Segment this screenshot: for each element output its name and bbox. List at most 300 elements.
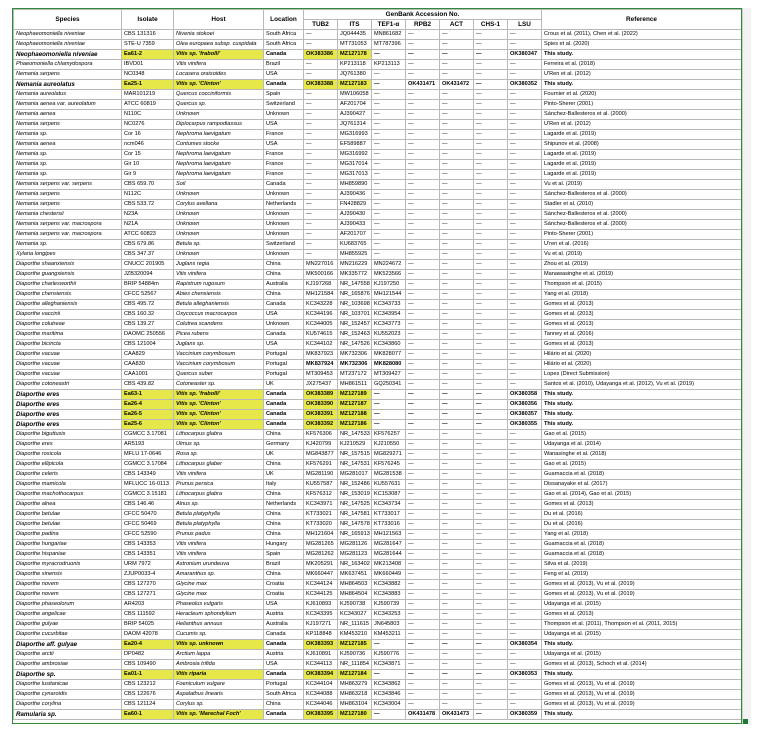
cell-isolate[interactable]: IBVD01 xyxy=(122,60,174,70)
cell-chs1[interactable]: — xyxy=(474,660,508,670)
cell-tef1[interactable]: KJ197250 xyxy=(372,280,406,290)
cell-act[interactable]: — xyxy=(440,30,474,40)
cell-lsu[interactable]: — xyxy=(508,180,542,190)
cell-tub2[interactable]: — xyxy=(304,210,338,220)
cell-isolate[interactable]: Ea61-2 xyxy=(122,50,174,60)
cell-tub2[interactable]: KF576312 xyxy=(304,490,338,500)
cell-tub2[interactable]: KC344196 xyxy=(304,310,338,320)
cell-rpb2[interactable]: — xyxy=(406,260,440,270)
cell-its[interactable]: MG281123 xyxy=(338,550,372,560)
cell-reference[interactable]: Silva et al. (2019) xyxy=(542,560,742,570)
cell-its[interactable]: MG316992 xyxy=(338,150,372,160)
cell-rpb2[interactable]: — xyxy=(406,640,440,650)
cell-isolate[interactable]: N23A xyxy=(122,210,174,220)
cell-species[interactable]: Diaporthe eres xyxy=(14,410,122,420)
cell-tub2[interactable]: MG281265 xyxy=(304,540,338,550)
cell-lsu[interactable]: — xyxy=(508,530,542,540)
cell-tub2[interactable]: KC344104 xyxy=(304,680,338,690)
cell-chs1[interactable]: — xyxy=(474,440,508,450)
cell-location[interactable]: Portugal xyxy=(264,680,304,690)
col-header-location[interactable]: Location xyxy=(264,10,304,30)
cell-location[interactable]: China xyxy=(264,510,304,520)
cell-location[interactable]: USA xyxy=(264,340,304,350)
cell-chs1[interactable]: — xyxy=(474,170,508,180)
cell-tef1[interactable]: MT787396 xyxy=(372,40,406,50)
cell-reference[interactable]: Yang et al. (2018) xyxy=(542,290,742,300)
cell-tub2[interactable]: — xyxy=(304,120,338,130)
cell-species[interactable]: Nemania sp. xyxy=(14,130,122,140)
cell-rpb2[interactable]: — xyxy=(406,560,440,570)
cell-act[interactable]: — xyxy=(440,560,474,570)
cell-host[interactable]: Vitis vinifera xyxy=(174,60,264,70)
cell-chs1[interactable]: — xyxy=(474,310,508,320)
cell-its[interactable]: NR_103701 xyxy=(338,310,372,320)
cell-isolate[interactable]: Gir 9 xyxy=(122,170,174,180)
cell-location[interactable]: Canada xyxy=(264,420,304,430)
cell-lsu[interactable]: — xyxy=(508,200,542,210)
cell-lsu[interactable]: — xyxy=(508,660,542,670)
cell-species[interactable]: Nemania chestersii xyxy=(14,210,122,220)
cell-location[interactable]: Switzerland xyxy=(264,240,304,250)
cell-isolate[interactable]: Gir 10 xyxy=(122,160,174,170)
cell-chs1[interactable]: — xyxy=(474,690,508,700)
cell-its[interactable]: MZ127178 xyxy=(338,50,372,60)
cell-isolate[interactable]: CBS 439.82 xyxy=(122,380,174,390)
cell-species[interactable]: Diaporthe eres xyxy=(14,420,122,430)
cell-tef1[interactable]: KC343004 xyxy=(372,700,406,710)
cell-its[interactable]: NR_147526 xyxy=(338,340,372,350)
cell-tef1[interactable]: KC343773 xyxy=(372,320,406,330)
cell-its[interactable]: MH861511 xyxy=(338,380,372,390)
cell-tub2[interactable]: MK205291 xyxy=(304,560,338,570)
cell-rpb2[interactable]: — xyxy=(406,350,440,360)
cell-its[interactable]: MH863218 xyxy=(338,690,372,700)
cell-chs1[interactable]: — xyxy=(474,500,508,510)
cell-lsu[interactable]: — xyxy=(508,520,542,530)
cell-its[interactable]: NR_147558 xyxy=(338,280,372,290)
cell-species[interactable]: Diaporthe chensiensis xyxy=(14,290,122,300)
cell-tub2[interactable]: MK837923 xyxy=(304,350,338,360)
cell-rpb2[interactable]: — xyxy=(406,370,440,380)
cell-its[interactable]: AF201704 xyxy=(338,100,372,110)
cell-act[interactable]: — xyxy=(440,460,474,470)
cell-tub2[interactable]: — xyxy=(304,230,338,240)
cell-act[interactable]: — xyxy=(440,140,474,150)
cell-act[interactable]: — xyxy=(440,590,474,600)
cell-reference[interactable]: Feng et al. (2019) xyxy=(542,570,742,580)
cell-isolate[interactable]: Ea26-4 xyxy=(122,400,174,410)
cell-tub2[interactable]: — xyxy=(304,160,338,170)
cell-its[interactable]: MG281126 xyxy=(338,540,372,550)
cell-location[interactable]: Austria xyxy=(264,610,304,620)
cell-rpb2[interactable]: — xyxy=(406,680,440,690)
cell-its[interactable]: KC343027 xyxy=(338,610,372,620)
cell-its[interactable]: MK732306 xyxy=(338,350,372,360)
cell-lsu[interactable]: — xyxy=(508,600,542,610)
cell-act[interactable]: OK431473 xyxy=(440,710,474,720)
cell-tub2[interactable]: KC344124 xyxy=(304,580,338,590)
cell-location[interactable]: Unknown xyxy=(264,220,304,230)
cell-isolate[interactable]: Ea26-5 xyxy=(122,410,174,420)
cell-reference[interactable]: U'Ren et al. (2012) xyxy=(542,70,742,80)
cell-host[interactable]: Nephroma laevigatum xyxy=(174,150,264,160)
cell-reference[interactable]: Gomes et al. (2013) xyxy=(542,500,742,510)
cell-species[interactable]: Diaporthe biguttusis xyxy=(14,430,122,440)
cell-rpb2[interactable]: — xyxy=(406,380,440,390)
cell-host[interactable]: Abies chensiensis xyxy=(174,290,264,300)
cell-isolate[interactable]: CBS 495.72 xyxy=(122,300,174,310)
cell-isolate[interactable]: CBS 121124 xyxy=(122,700,174,710)
cell-lsu[interactable]: — xyxy=(508,220,542,230)
cell-act[interactable]: — xyxy=(440,490,474,500)
cell-act[interactable]: — xyxy=(440,240,474,250)
cell-act[interactable]: — xyxy=(440,160,474,170)
cell-rpb2[interactable]: — xyxy=(406,450,440,460)
cell-rpb2[interactable]: — xyxy=(406,480,440,490)
cell-isolate[interactable]: CBS 139.27 xyxy=(122,320,174,330)
cell-location[interactable]: Hungary xyxy=(264,540,304,550)
cell-reference[interactable]: Gomes et al. (2013), Schoch et al. (2014) xyxy=(542,660,742,670)
cell-its[interactable]: KU683765 xyxy=(338,240,372,250)
cell-location[interactable]: France xyxy=(264,170,304,180)
cell-location[interactable]: Unknown xyxy=(264,190,304,200)
cell-location[interactable]: Italy xyxy=(264,480,304,490)
cell-tef1[interactable]: MG281538 xyxy=(372,470,406,480)
cell-species[interactable]: Nemania sp. xyxy=(14,160,122,170)
cell-lsu[interactable]: — xyxy=(508,650,542,660)
cell-rpb2[interactable]: — xyxy=(406,200,440,210)
cell-chs1[interactable]: — xyxy=(474,110,508,120)
cell-act[interactable]: — xyxy=(440,520,474,530)
cell-tef1[interactable]: KT733017 xyxy=(372,510,406,520)
cell-act[interactable]: — xyxy=(440,570,474,580)
cell-location[interactable]: France xyxy=(264,130,304,140)
cell-tub2[interactable]: OK383389 xyxy=(304,390,338,400)
cell-reference[interactable]: Guarnaccia et al. (2018) xyxy=(542,470,742,480)
cell-reference[interactable]: Lagarde et al. (2019) xyxy=(542,170,742,180)
cell-species[interactable]: Diaporthe celeris xyxy=(14,470,122,480)
cell-lsu[interactable]: — xyxy=(508,70,542,80)
cell-tub2[interactable]: KC344102 xyxy=(304,340,338,350)
cell-isolate[interactable]: ncm046 xyxy=(122,140,174,150)
cell-location[interactable]: Canada xyxy=(264,300,304,310)
cell-tef1[interactable]: — xyxy=(372,120,406,130)
cell-tef1[interactable]: MK660449 xyxy=(372,570,406,580)
cell-act[interactable]: OK431472 xyxy=(440,80,474,90)
cell-isolate[interactable]: CFCC 50469 xyxy=(122,520,174,530)
cell-chs1[interactable]: — xyxy=(474,630,508,640)
cell-chs1[interactable]: — xyxy=(474,510,508,520)
cell-tef1[interactable]: KF576245 xyxy=(372,460,406,470)
cell-tef1[interactable]: — xyxy=(372,130,406,140)
cell-host[interactable]: Rosa sp. xyxy=(174,450,264,460)
cell-its[interactable]: KM453210 xyxy=(338,630,372,640)
cell-species[interactable]: Diaporthe novem xyxy=(14,580,122,590)
cell-location[interactable]: Canada xyxy=(264,330,304,340)
cell-act[interactable]: — xyxy=(440,640,474,650)
cell-reference[interactable]: This study. xyxy=(542,400,742,410)
cell-reference[interactable]: Guarnaccia et al. (2018) xyxy=(542,540,742,550)
cell-tef1[interactable]: — xyxy=(372,150,406,160)
cell-chs1[interactable]: — xyxy=(474,180,508,190)
cell-species[interactable]: Diaporthe cucurbitae xyxy=(14,630,122,640)
cell-species[interactable]: Nemania aenea xyxy=(14,110,122,120)
cell-host[interactable]: Nephroma laevigatum xyxy=(174,170,264,180)
cell-location[interactable]: South Africa xyxy=(264,40,304,50)
cell-tef1[interactable]: — xyxy=(372,170,406,180)
cell-location[interactable]: South Africa xyxy=(264,690,304,700)
cell-host[interactable]: Nephroma laevigatum xyxy=(174,160,264,170)
cell-tub2[interactable]: OK383393 xyxy=(304,640,338,650)
cell-location[interactable]: Spain xyxy=(264,90,304,100)
cell-reference[interactable]: Vu et al. (2019) xyxy=(542,180,742,190)
cell-lsu[interactable]: — xyxy=(508,320,542,330)
cell-species[interactable]: Diaporthe hungariae xyxy=(14,540,122,550)
cell-tub2[interactable]: — xyxy=(304,140,338,150)
cell-isolate[interactable]: DAOMC 250556 xyxy=(122,330,174,340)
cell-chs1[interactable]: — xyxy=(474,590,508,600)
cell-lsu[interactable]: — xyxy=(508,440,542,450)
cell-chs1[interactable]: — xyxy=(474,240,508,250)
cell-isolate[interactable]: CBS 131316 xyxy=(122,30,174,40)
cell-species[interactable]: Nemania serpens xyxy=(14,190,122,200)
cell-tub2[interactable]: KC344125 xyxy=(304,590,338,600)
cell-tub2[interactable]: — xyxy=(304,130,338,140)
cell-its[interactable]: AJ390433 xyxy=(338,220,372,230)
cell-isolate[interactable]: Cor 15 xyxy=(122,150,174,160)
cell-isolate[interactable]: Ea60-1 xyxy=(122,710,174,720)
cell-rpb2[interactable]: — xyxy=(406,190,440,200)
cell-lsu[interactable]: — xyxy=(508,500,542,510)
cell-reference[interactable]: Dissanayake et al. (2017) xyxy=(542,480,742,490)
cell-host[interactable]: Vaccinium corymbosum xyxy=(174,350,264,360)
cell-species[interactable]: Diaporthe ellipicola xyxy=(14,460,122,470)
cell-tef1[interactable]: MN861682 xyxy=(372,30,406,40)
cell-act[interactable]: — xyxy=(440,320,474,330)
cell-rpb2[interactable]: — xyxy=(406,390,440,400)
cell-act[interactable]: — xyxy=(440,400,474,410)
cell-act[interactable]: — xyxy=(440,60,474,70)
cell-isolate[interactable]: N112C xyxy=(122,190,174,200)
cell-chs1[interactable]: — xyxy=(474,450,508,460)
cell-chs1[interactable]: — xyxy=(474,360,508,370)
cell-rpb2[interactable]: — xyxy=(406,300,440,310)
cell-host[interactable]: Glycine max xyxy=(174,580,264,590)
cell-host[interactable]: Soil xyxy=(174,180,264,190)
cell-chs1[interactable]: — xyxy=(474,470,508,480)
cell-reference[interactable]: Gomes et al. (2013), Vu et al. (2019) xyxy=(542,580,742,590)
cell-tub2[interactable]: — xyxy=(304,220,338,230)
cell-location[interactable]: Canada xyxy=(264,180,304,190)
cell-its[interactable]: EF589887 xyxy=(338,140,372,150)
cell-species[interactable]: Ramularia sp. xyxy=(14,710,122,720)
cell-species[interactable]: Nemania serpens xyxy=(14,200,122,210)
cell-lsu[interactable]: OK380347 xyxy=(508,50,542,60)
cell-tef1[interactable]: — xyxy=(372,230,406,240)
cell-chs1[interactable]: — xyxy=(474,700,508,710)
cell-lsu[interactable]: — xyxy=(508,470,542,480)
cell-its[interactable]: MK637451 xyxy=(338,570,372,580)
cell-tef1[interactable]: MT309427 xyxy=(372,370,406,380)
cell-chs1[interactable]: — xyxy=(474,230,508,240)
cell-tef1[interactable]: KP213113 xyxy=(372,60,406,70)
cell-location[interactable]: Croatia xyxy=(264,580,304,590)
cell-reference[interactable]: U'Ren et al. (2012) xyxy=(542,120,742,130)
cell-chs1[interactable]: — xyxy=(474,460,508,470)
cell-its[interactable]: NR_152457 xyxy=(338,320,372,330)
cell-host[interactable]: Vitis riparia xyxy=(174,670,264,680)
cell-lsu[interactable]: — xyxy=(508,700,542,710)
cell-reference[interactable]: Lagarde et al. (2019) xyxy=(542,130,742,140)
cell-host[interactable]: Oxycoccus macrocarpos xyxy=(174,310,264,320)
cell-lsu[interactable]: — xyxy=(508,120,542,130)
cell-its[interactable]: NR_147578 xyxy=(338,520,372,530)
cell-location[interactable]: Netherlands xyxy=(264,200,304,210)
cell-tub2[interactable]: — xyxy=(304,70,338,80)
cell-tub2[interactable]: KJ420799 xyxy=(304,440,338,450)
cell-its[interactable]: MW106058 xyxy=(338,90,372,100)
cell-tef1[interactable]: KU557631 xyxy=(372,480,406,490)
cell-location[interactable]: Canada xyxy=(264,400,304,410)
cell-lsu[interactable]: — xyxy=(508,140,542,150)
cell-rpb2[interactable]: — xyxy=(406,290,440,300)
col-header-act[interactable]: ACT xyxy=(440,20,474,30)
cell-act[interactable]: — xyxy=(440,110,474,120)
cell-act[interactable]: — xyxy=(440,380,474,390)
cell-lsu[interactable]: — xyxy=(508,100,542,110)
cell-tef1[interactable]: — xyxy=(372,670,406,680)
cell-chs1[interactable]: — xyxy=(474,70,508,80)
cell-chs1[interactable]: — xyxy=(474,400,508,410)
cell-tub2[interactable]: OK383392 xyxy=(304,420,338,430)
cell-tef1[interactable]: KJ590739 xyxy=(372,600,406,610)
cell-tef1[interactable]: — xyxy=(372,90,406,100)
cell-isolate[interactable]: CBS 347.37 xyxy=(122,250,174,260)
cell-host[interactable]: Unknown xyxy=(174,220,264,230)
cell-host[interactable]: Phaseolus vulgaris xyxy=(174,600,264,610)
cell-its[interactable]: NR_163402 xyxy=(338,560,372,570)
cell-its[interactable]: MZ127187 xyxy=(338,400,372,410)
cell-lsu[interactable]: — xyxy=(508,210,542,220)
cell-reference[interactable]: Gomes et al. (2013) xyxy=(542,610,742,620)
col-header-isolate[interactable]: Isolate xyxy=(122,10,174,30)
cell-tef1[interactable]: — xyxy=(372,410,406,420)
cell-isolate[interactable]: JZB320094 xyxy=(122,270,174,280)
cell-tef1[interactable]: KC343862 xyxy=(372,680,406,690)
cell-location[interactable]: China xyxy=(264,700,304,710)
cell-reference[interactable]: Yang et al. (2018) xyxy=(542,530,742,540)
cell-reference[interactable]: Vu et al. (2019) xyxy=(542,250,742,260)
cell-isolate[interactable]: DAOM 42078 xyxy=(122,630,174,640)
cell-chs1[interactable]: — xyxy=(474,30,508,40)
cell-location[interactable]: Austria xyxy=(264,650,304,660)
cell-tub2[interactable]: KT733021 xyxy=(304,510,338,520)
cell-location[interactable]: Canada xyxy=(264,390,304,400)
cell-species[interactable]: Nemania aureolatus xyxy=(14,80,122,90)
cell-rpb2[interactable]: OK431478 xyxy=(406,710,440,720)
cell-isolate[interactable]: CFCC 50470 xyxy=(122,510,174,520)
cell-its[interactable]: MN216229 xyxy=(338,260,372,270)
cell-host[interactable]: Betula platyphylla xyxy=(174,510,264,520)
cell-chs1[interactable]: — xyxy=(474,490,508,500)
cell-chs1[interactable]: — xyxy=(474,380,508,390)
cell-host[interactable]: Vitis sp. 'Clinton' xyxy=(174,400,264,410)
cell-its[interactable]: KP213118 xyxy=(338,60,372,70)
cell-tef1[interactable]: — xyxy=(372,160,406,170)
cell-reference[interactable]: This study. xyxy=(542,50,742,60)
cell-tub2[interactable]: MK837924 xyxy=(304,360,338,370)
cell-lsu[interactable]: — xyxy=(508,570,542,580)
cell-reference[interactable]: Pinto-Sherer (2001) xyxy=(542,100,742,110)
cell-tef1[interactable]: KC343882 xyxy=(372,580,406,590)
cell-reference[interactable]: Du et al. (2016) xyxy=(542,510,742,520)
cell-chs1[interactable]: — xyxy=(474,580,508,590)
cell-its[interactable]: NR_147531 xyxy=(338,460,372,470)
cell-rpb2[interactable]: — xyxy=(406,330,440,340)
cell-act[interactable]: — xyxy=(440,650,474,660)
cell-tub2[interactable]: KJ610893 xyxy=(304,600,338,610)
cell-tub2[interactable]: MK660447 xyxy=(304,570,338,580)
cell-reference[interactable]: Thompson et al. (2015) xyxy=(542,280,742,290)
cell-tef1[interactable]: MK523566 xyxy=(372,270,406,280)
cell-reference[interactable]: Crous et al. (2011), Chen et al. (2022) xyxy=(542,30,742,40)
cell-host[interactable]: Helianthus annuus xyxy=(174,620,264,630)
cell-isolate[interactable]: Ea01-1 xyxy=(122,670,174,680)
cell-its[interactable]: MH859890 xyxy=(338,180,372,190)
cell-its[interactable]: NR_147533 xyxy=(338,430,372,440)
cell-act[interactable]: — xyxy=(440,690,474,700)
cell-reference[interactable]: Lagarde et al. (2019) xyxy=(542,150,742,160)
cell-act[interactable]: — xyxy=(440,330,474,340)
cell-lsu[interactable]: — xyxy=(508,450,542,460)
cell-host[interactable]: Vitis sp. 'frabolli' xyxy=(174,50,264,60)
cell-tub2[interactable]: — xyxy=(304,150,338,160)
cell-lsu[interactable]: — xyxy=(508,40,542,50)
cell-tef1[interactable]: — xyxy=(372,50,406,60)
cell-lsu[interactable]: — xyxy=(508,130,542,140)
cell-tef1[interactable]: — xyxy=(372,400,406,410)
cell-reference[interactable]: Zhou et al. (2019) xyxy=(542,260,742,270)
cell-species[interactable]: Nemania sp. xyxy=(14,150,122,160)
cell-host[interactable]: Vitis vinifera xyxy=(174,540,264,550)
cell-reference[interactable]: Santos et al. (2010), Udayanga et al. (2012), Vu et al. (2019) xyxy=(542,380,742,390)
cell-tef1[interactable]: — xyxy=(372,100,406,110)
cell-location[interactable]: Canada xyxy=(264,630,304,640)
cell-location[interactable]: China xyxy=(264,520,304,530)
cell-act[interactable]: — xyxy=(440,470,474,480)
cell-reference[interactable]: This study. xyxy=(542,410,742,420)
cell-location[interactable]: France xyxy=(264,150,304,160)
cell-species[interactable]: Nemania serpens var. macrospora xyxy=(14,220,122,230)
cell-isolate[interactable]: CBS 659.70 xyxy=(122,180,174,190)
cell-rpb2[interactable]: — xyxy=(406,140,440,150)
cell-host[interactable]: Quercus sp. xyxy=(174,100,264,110)
cell-tef1[interactable]: KU552023 xyxy=(372,330,406,340)
cell-act[interactable]: — xyxy=(440,620,474,630)
cell-act[interactable]: — xyxy=(440,600,474,610)
cell-act[interactable]: — xyxy=(440,130,474,140)
cell-act[interactable]: — xyxy=(440,540,474,550)
cell-isolate[interactable]: MFLUCC 16-0113 xyxy=(122,480,174,490)
cell-tub2[interactable]: — xyxy=(304,90,338,100)
cell-location[interactable]: Netherlands xyxy=(264,500,304,510)
cell-isolate[interactable]: AR5193 xyxy=(122,440,174,450)
cell-reference[interactable]: Gao et al. (2015) xyxy=(542,430,742,440)
cell-host[interactable]: Aspalathus linearis xyxy=(174,690,264,700)
cell-location[interactable]: China xyxy=(264,290,304,300)
cell-lsu[interactable]: — xyxy=(508,240,542,250)
cell-rpb2[interactable]: — xyxy=(406,270,440,280)
